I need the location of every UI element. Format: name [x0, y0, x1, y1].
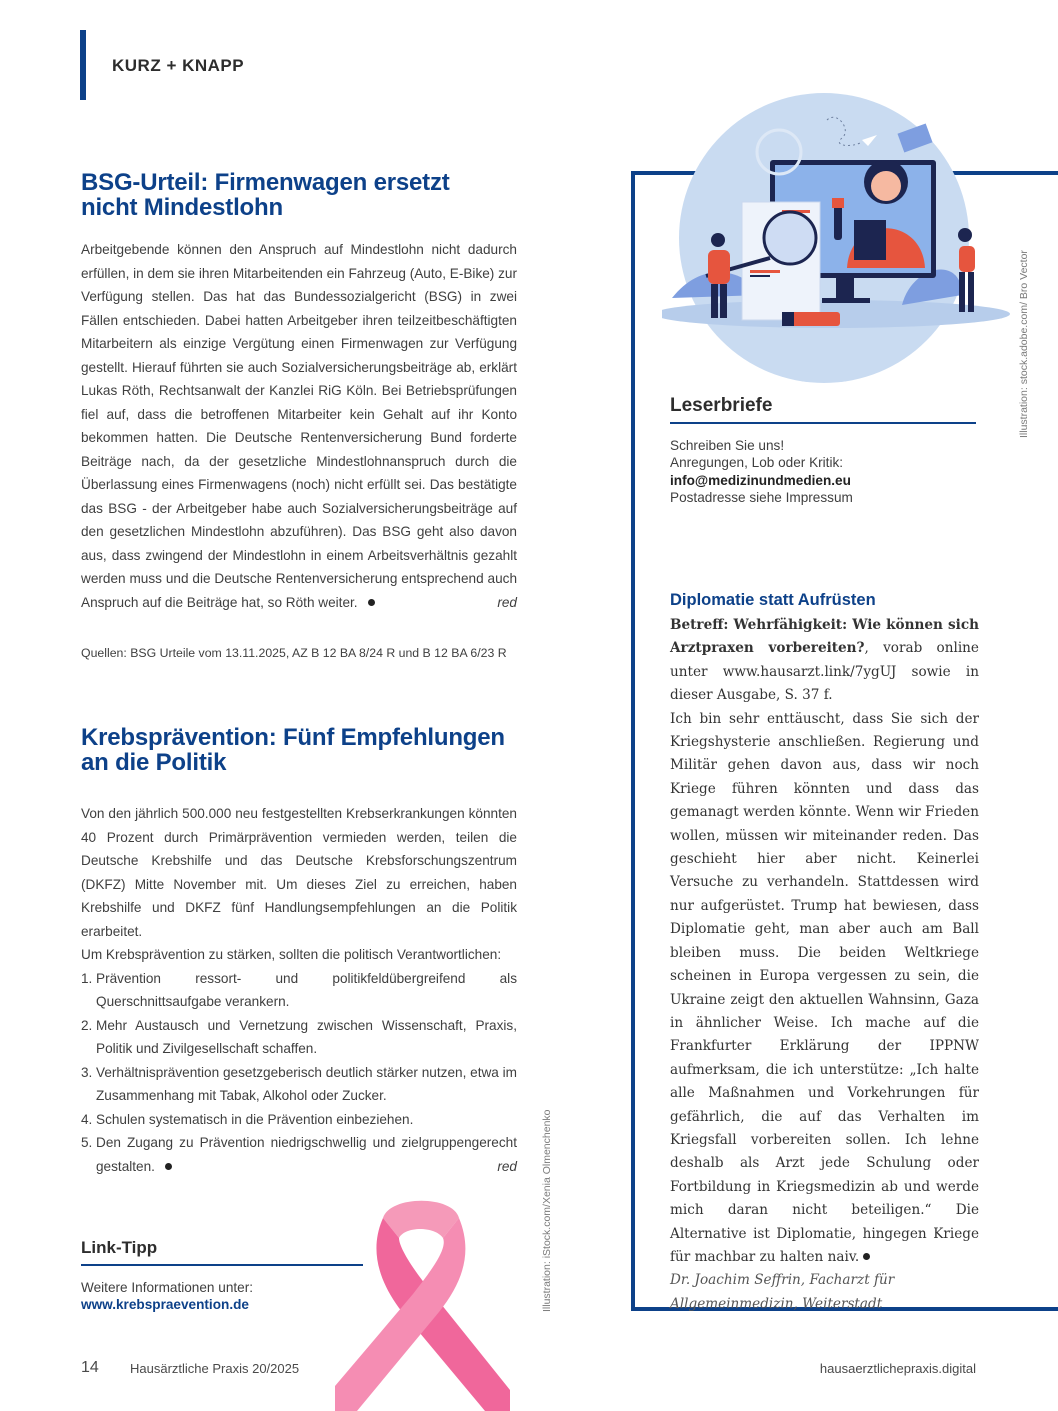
man-figure — [711, 233, 725, 247]
section-label: KURZ + KNAPP — [112, 56, 245, 75]
letter-text: Ich bin sehr enttäuscht, dass Sie sich der Kriegshysterie anschließen. Regierung und Militär gehen davon aus, dass wir noch Kriege führen könnten und dass das gemanagt werden könnte. Wenn wir Frieden wollen, müssen wir miteinander reden. Das geschieht hier aber nicht. Keinerlei Versuche zu verhandeln. Stattdessen wird nur aufgerüstet. Trump hat bewiesen, dass Diplomatie geht, man aber auch am Ball bleiben muss. Die beiden Weltkriege scheinen in Europa vergessen zu sein, die Ukraine zeigt den aktuellen Wahnsinn, Gaza in ähnlicher Weise. Ich mache auf die Frankfurter Erklärung der IPPNW aufmerksam, die ich unterstütze: „Ich halte alle Maßnahmen und Vorkehrungen für gefährlich, die auf das Verhalten im Kriegsfall vorbereiten sollen. Ich lehne deshalb als Arzt jede Schulung oder Fortbildung in Kriegsmedizin ab und werde mich daran nicht beteiligen.“ Die Alternative ist Diplomatie, hingegen Kriege für machbar zu halten naiv. — [670, 710, 979, 1265]
linktipp-text: Weitere Informationen unter: — [81, 1280, 254, 1295]
article2-intro: Von den jährlich 500.000 neu festgestellten Krebserkrankungen könnten 40 Prozent durch Primärprävention vermieden werden, teilen die Deutsche Krebshilfe und das Deutsche Krebsforschungszentrum (DKFZ) Mitte November mit. Um dieses Ziel zu erreichen, haben Krebshilfe und DKFZ fünf Handlungsempfehlungen an die Politik erarbeitet. — [81, 806, 517, 939]
leserbriefe-line1: Schreiben Sie uns! — [670, 438, 785, 453]
list-item-number: 5. — [81, 1135, 93, 1150]
leserbriefe-title: Leserbriefe — [670, 395, 773, 416]
letter-reference-rest: , vorab online unter www.hausarzt.link/7ygUJ sowie in dieser Ausgabe, S. 37 f. — [670, 640, 979, 704]
letter-reference-title: Betreff: Wehrfähigkeit: Wie können sich Arztpraxen vorbereiten? — [670, 617, 979, 657]
letter-title: Diplomatie statt Aufrüsten — [670, 591, 876, 609]
list-item — [81, 1131, 517, 1178]
list-item-text: Prävention ressort- und politikfeldübergreifend als Querschnittsaufgabe verankern. — [96, 970, 517, 1009]
list-item — [81, 1061, 517, 1108]
section-accent-bar — [80, 30, 86, 100]
leserbriefe-line3: Postadresse siehe Impressum — [670, 489, 853, 505]
article1-sources: Quellen: BSG Urteile vom 13.11.2025, AZ B 12 BA 8/24 R und B 12 BA 6/23 R — [81, 646, 507, 660]
article1-title-line1: BSG-Urteil: Firmenwagen ersetzt — [81, 169, 450, 196]
top-illustration-credit: Illustration: stock.adobe.com/ Bro Vector — [1018, 250, 1030, 438]
article2-body — [81, 802, 517, 1178]
letter-author: Dr. Joachim Seffrin, Facharzt für Allgemeinmedizin, Weiterstadt — [670, 1272, 895, 1312]
end-mark-icon — [165, 1163, 172, 1170]
article1-signature: red — [497, 594, 517, 610]
website-link[interactable]: hausaerztlichepraxis.digital — [819, 1361, 976, 1376]
article2-signature: red — [497, 1158, 517, 1174]
magazine-issue: Hausärztliche Praxis 20/2025 — [130, 1361, 300, 1376]
article1-title-line2: nicht Mindestlohn — [81, 194, 283, 221]
end-mark-icon — [863, 1253, 870, 1260]
list-item-text: Schulen systematisch in die Prävention einbeziehen. — [96, 1111, 414, 1127]
recommendations-list — [81, 967, 517, 1179]
leserbriefe-info — [670, 437, 853, 506]
article2-lead: Um Krebsprävention zu stärken, sollten die politisch Verantwortlichen: — [81, 947, 502, 962]
article2-title — [81, 725, 531, 775]
list-item — [81, 1108, 517, 1132]
list-item-number: 4. — [81, 1111, 93, 1127]
article2-title-line2: an die Politik — [81, 749, 227, 776]
list-item-text: Den Zugang zu Prävention niedrigschwellig und zielgruppengerecht gestalten. — [96, 1135, 517, 1174]
letter-body — [670, 614, 979, 1316]
end-mark-icon — [368, 599, 375, 606]
ribbon-illustration-credit: Illustration: iStock.com/Xenia Olmenchenko — [541, 1109, 553, 1312]
list-item-text: Verhältnisprävention gesetzgeberisch deutlich stärker nutzen, etwa im Zusammenhang mit Tabak, Alkohol oder Zucker. — [96, 1064, 517, 1103]
list-item-text: Mehr Austausch und Vernetzung zwischen Wissenschaft, Praxis, Politik und Zivilgesellschaft schaffen. — [96, 1017, 517, 1056]
news-illustration — [662, 90, 1012, 385]
leserbriefe-divider — [670, 422, 976, 424]
linktipp-title: Link-Tipp — [81, 1238, 158, 1257]
woman-figure — [958, 228, 972, 242]
article1-body-text: Arbeitgebende können den Anspruch auf Mindestlohn nicht dadurch erfüllen, in dem sie ihren Mitarbeitenden ein Fahrzeug (Auto, E-Bike) zur Verfügung stellen. Das hat das Bundessozialgericht (BSG) in zwei Fällen entschieden. Dabei hatten Arbeitgeber ihren teilzeitbeschäftigten Mitarbeitern als einzige Vergütung einen Firmenwagen zur Verfügung gestellt. Hierauf führten sie auch Sozialversicherungsbeiträge ab, erklärt Lukas Röth, Rechtsanwalt der Kanzlei RiG Köln. Bei Betriebsprüfungen fiel auf, dass die betroffenen Mitarbeiter kein Gehalt auf ihr Konto bekommen hatten. Die Deutsche Rentenversicherung Bund forderte Beiträge nach, da der gesetzliche Mindestlohnanspruch durch die Überlassung eines Firmenwagens (noch) nicht erfüllt sei. Das bestätigte das BSG - der Arbeitgeber habe auch Sozialversicherungsbeiträge auf den gesetzlichen Mindestlohn abzuführen). Das BSG geht also davon aus, dass zwingend der Mindestlohn in einem Arbeitsverhältnis gezahlt werden muss und die Deutsche Rentenversicherung entsprechend auch Anspruch auf die Beiträge hat, so Röth weiter. — [81, 242, 517, 610]
list-item-number: 1. — [81, 970, 93, 986]
page-number: 14 — [81, 1359, 99, 1376]
linktipp-box — [81, 1279, 253, 1313]
list-item — [81, 1014, 517, 1061]
list-item-number: 2. — [81, 1017, 93, 1033]
article1-title — [81, 170, 531, 220]
leserbriefe-email-link[interactable]: info@medizinundmedien.eu — [670, 472, 851, 488]
linktipp-divider — [81, 1264, 363, 1266]
article2-title-line1: Krebsprävention: Fünf Empfehlungen — [81, 724, 505, 751]
article1-body — [81, 238, 517, 614]
leserbriefe-line2: Anregungen, Lob oder Kritik: — [670, 455, 844, 471]
magnifier-icon — [764, 212, 816, 264]
pink-ribbon-illustration — [335, 1190, 510, 1411]
krebspraevention-link[interactable]: www.krebspraevention.de — [81, 1297, 249, 1312]
list-item — [81, 967, 517, 1014]
list-item-number: 3. — [81, 1064, 93, 1080]
